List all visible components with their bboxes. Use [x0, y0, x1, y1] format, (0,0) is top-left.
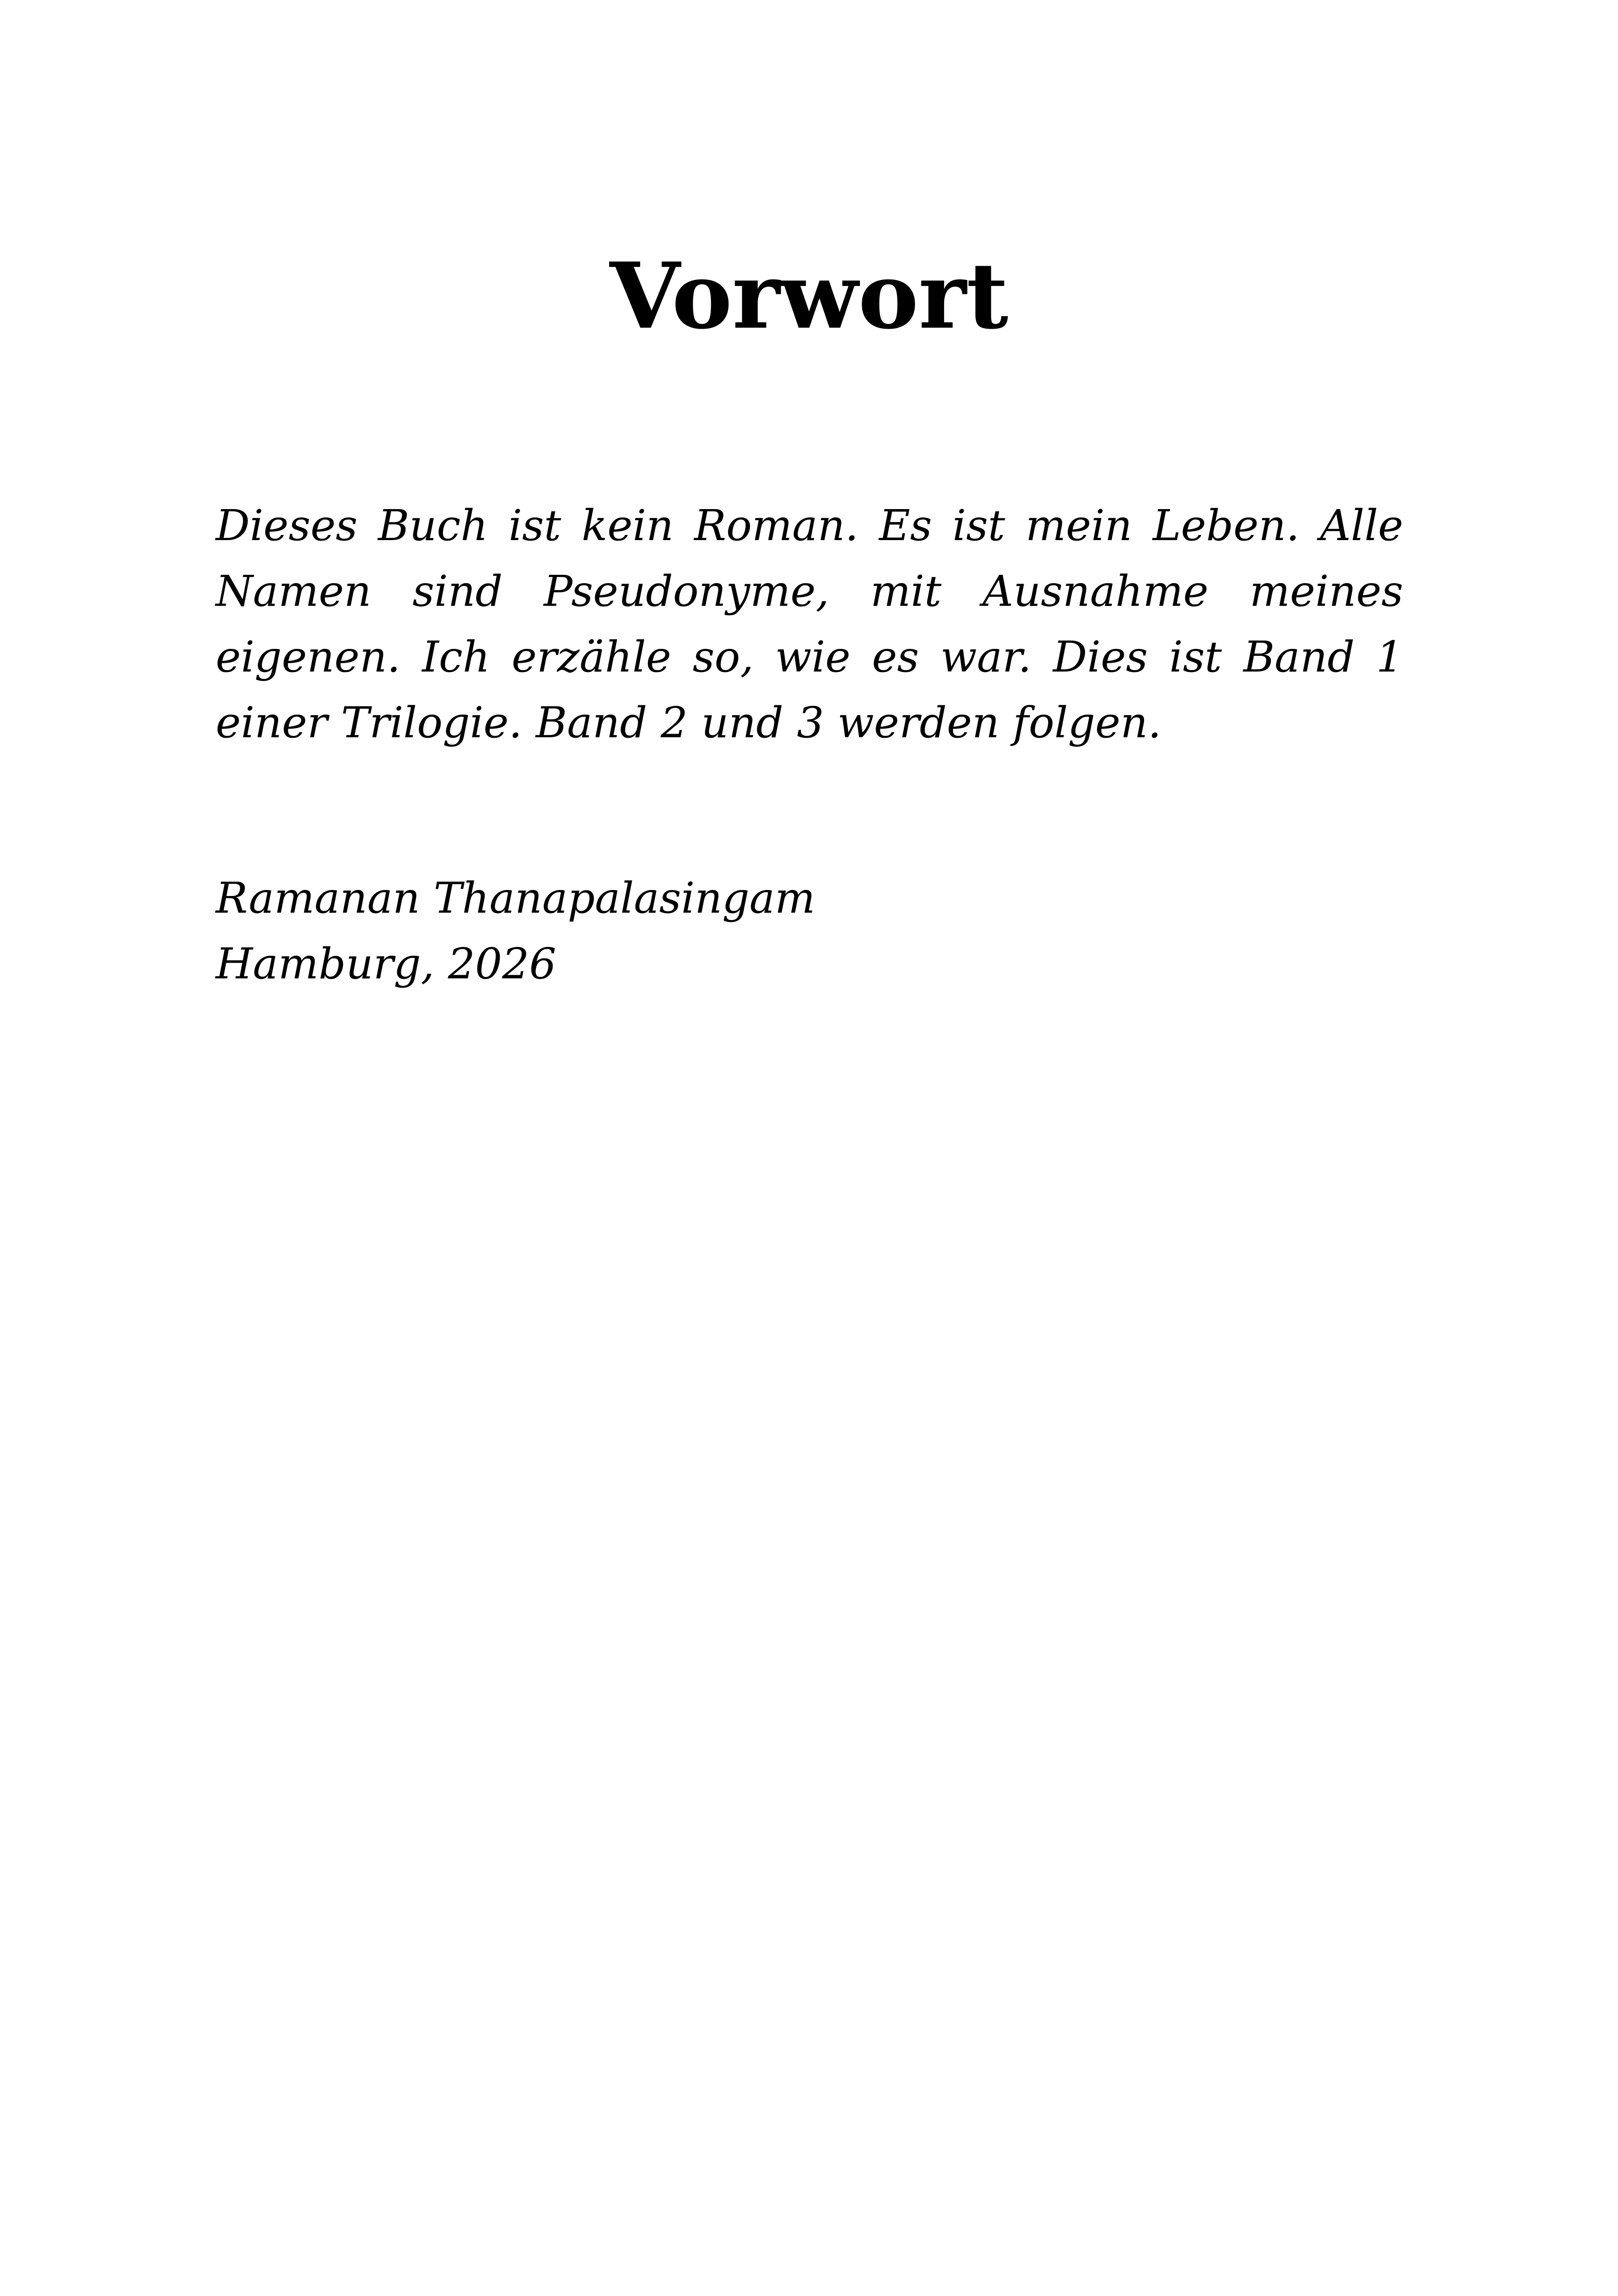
author-name: Ramanan Thanapalasingam — [216, 873, 815, 923]
place-date: Hamburg, 2026 — [216, 939, 556, 989]
preface-paragraph: Dieses Buch ist kein Roman. Es ist mein Leben. Alle Namen sind Pseudonyme, mit Ausnahme meines eigenen. Ich erzähle so, wie es war. Dies ist Band 1 einer Trilogie. Band 2 und 3 werden folgen. — [216, 501, 1403, 747]
signature-block — [216, 865, 1403, 997]
page-title: Vorwort — [610, 243, 1008, 349]
